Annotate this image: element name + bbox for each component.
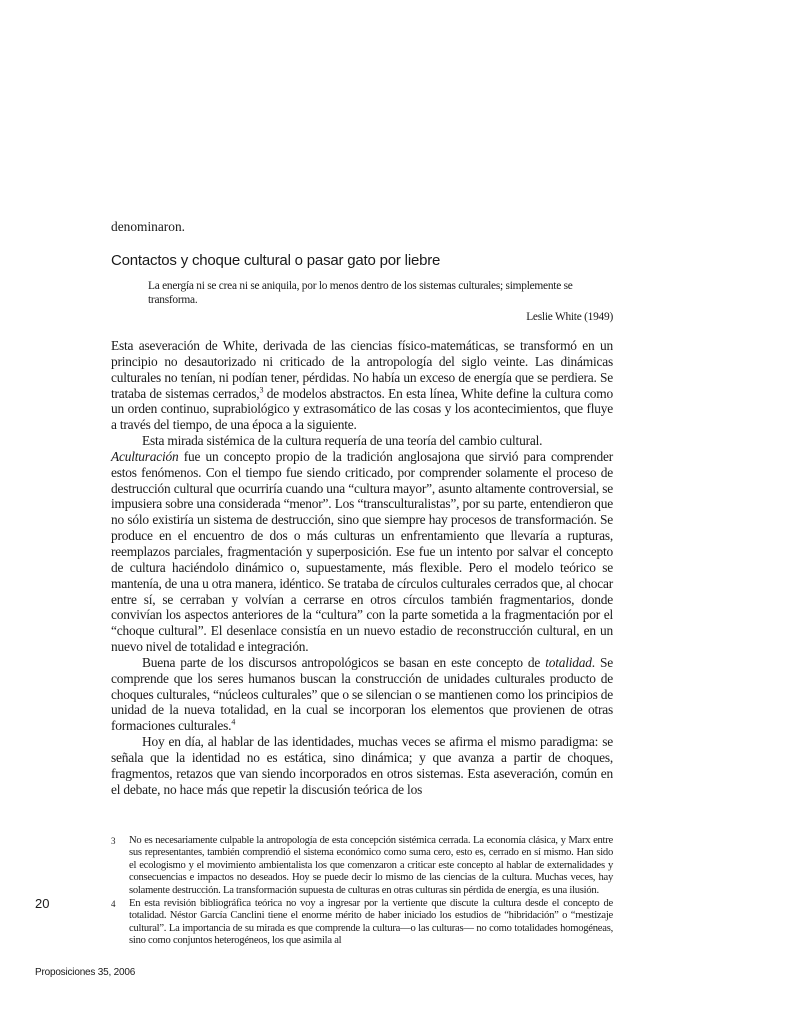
paragraph-5: Hoy en día, al hablar de las identidades, muchas veces se afirma el mismo paradigma: se señala que la identidad no es estática, sino dinámica; y que avanza a partir de choques, fragmentos, retazos que van siendo incorporados en otros sistemas. Esta aseveración, común en el debate, no hace más que repetir la discusión teórica de los (111, 734, 613, 797)
paragraph-1-a: Esta aseveración de White, derivada de las ciencias físico-matemáticas, se transformó en un principio no desautorizado ni criticado de la antropología del siglo veinte. Las dinámicas culturales no tenían, ni podían tener, pérdidas. No había un exceso de energía que se perdiera. Se trataba de sistemas cerrados, (111, 338, 613, 401)
page-number: 20 (35, 896, 50, 911)
paragraph-3 (111, 449, 613, 655)
footnote-number: 3 (111, 836, 116, 846)
section-title: Contactos y choque cultural o pasar gato por liebre (111, 252, 441, 269)
epigraph-quote: La energía ni se crea ni se aniquila, por lo menos dentro de los sistemas culturales; simplemente se transforma. (148, 280, 573, 306)
body-text (111, 338, 613, 797)
term-aculturacion: Aculturación (111, 448, 179, 464)
lead-text: denominaron. (111, 219, 186, 234)
paragraph-4-b: . Se comprende que los seres humanos buscan la construcción de unidades culturales producto de choques culturales, “núcleos culturales” que o se silencian o se mantienen como los principios de unidad de la nueva totalidad, en la cual se incorporan los elementos que provienen de otras formaciones culturales. (111, 654, 613, 734)
paragraph-2: Esta mirada sistémica de la cultura requería de una teoría del cambio cultural. (142, 433, 543, 449)
footnote-ref-3: 3 (259, 385, 264, 395)
footnote-number: 4 (111, 899, 116, 910)
footnote-ref-4: 4 (231, 717, 236, 727)
journal-footer: Proposiciones 35, 2006 (35, 967, 136, 978)
paragraph-4-a: Buena parte de los discursos antropológicos se basan en este concepto de (142, 654, 546, 670)
term-totalidad: totalidad (545, 654, 592, 670)
paragraph-1 (111, 338, 613, 433)
footnote-text: No es necesariamente culpable la antropología de esta concepción sistémica cerrada. La economía clásica, y Marx entre sus representantes, también comprendió el sistema económico como suma cero, esto es, cerrado en sí mismo. Han sido el ecologismo y el movimiento ambientalista los que comenzaron a criticar este concepto al hablar de externalidades y consecuencias e impactos no deseados. Hoy se puede decir lo mismo de las ciencias de la cultura. Muchas veces, hay solamente destrucción. La transformación supuesta de culturas en otras culturas sin pérdida de energía, es una ilusión. (129, 835, 613, 896)
paragraph-1-b: de modelos abstractos. En esta línea, White define la cultura como un orden continuo, suprabiológico y extrasomático de las cosas y los acontecimientos, que fluye a través del tiempo, de una época a la siguiente. (111, 385, 613, 433)
footnote-text: En esta revisión bibliográfica teórica no voy a ingresar por la vertiente que discute la cultura desde el concepto de totalidad. Néstor García Canclini tiene el enorme mérito de haber iniciado los estudios de “hibridación” o “mestizaje cultural”. La importancia de su mirada es que comprende la cultura—o las culturas— no como totalidades homogéneas, sino como conjuntos heterogéneos, los que asimila al (129, 898, 613, 947)
paragraph-4 (111, 655, 613, 734)
paragraph-3-text: fue un concepto propio de la tradición anglosajona que sirvió para comprender estos fenómenos. Con el tiempo fue siendo criticado, por comprender solamente el proceso de destrucción cultural que ocurriría cuando una “cultura mayor”, asunto altamente controversial, se impusiera sobre una considerada “menor”. Los “transculturalistas”, por su parte, entendieron que no sólo existiría un sistema de destrucción, sino que siempre hay procesos de transformación. Se produce en el encuentro de dos o más culturas un enfrentamiento que llevaría a rupturas, reemplazos parciales, fragmentación y superposición. Ese fue un intento por salvar el concepto de cultura haciéndolo dinámico o, supuestamente, más flexible. Pero el modelo teórico se mantenía, de una u otra manera, idéntico. Se trataba de círculos culturales cerrados que, al chocar entre sí, se cerraban y volvían a cerrarse en otros círculos también fragmentarios, donde convivían los aspectos anteriores de la “cultura” con la parte sometida a la fragmentación por el “choque cultural”. El desenlace consistía en un nuevo estadio de reconstrucción cultural, en un nuevo nivel de totalidad e integración. (111, 448, 613, 655)
footnote-4 (111, 898, 613, 948)
footnote-3 (111, 835, 613, 897)
epigraph (148, 279, 613, 324)
footnotes (111, 835, 613, 949)
epigraph-attribution: Leslie White (1949) (526, 311, 613, 323)
